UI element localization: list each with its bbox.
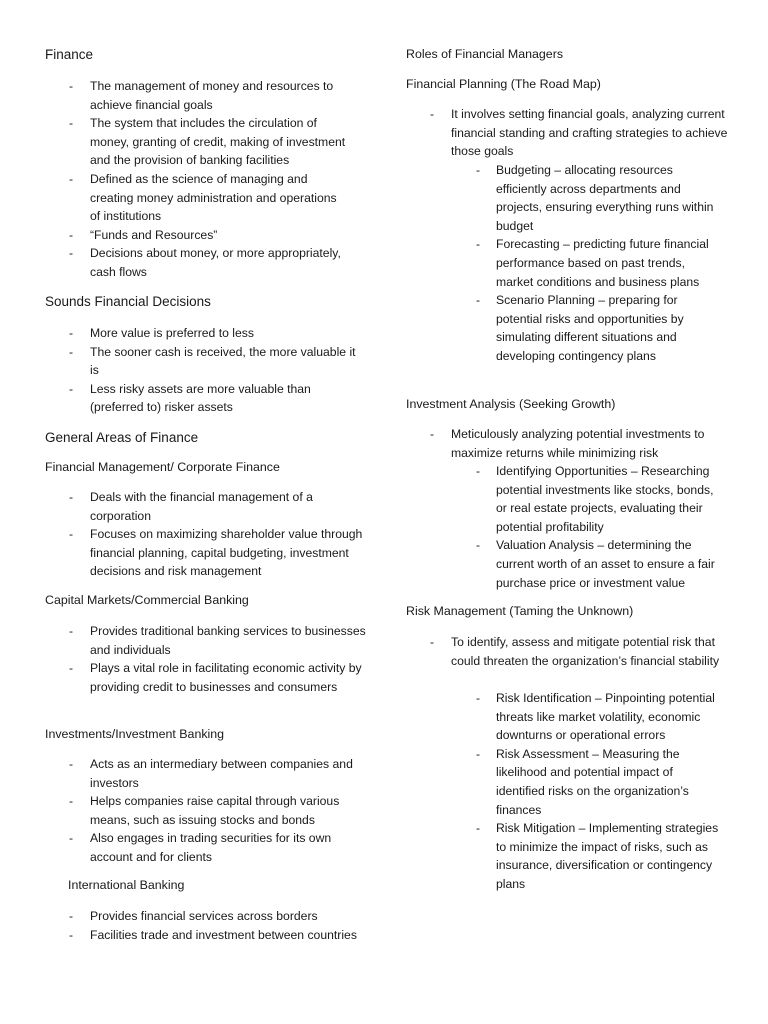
investments-list xyxy=(45,755,363,867)
list-item: - Helps companies raise capital through various means, such as issuing stocks and bonds xyxy=(45,792,363,829)
list-item: - Deals with the financial management of a corporation xyxy=(45,488,363,525)
sub-list-item: - Forecasting – predicting future financial performance based on past trends, market conditions and business plans xyxy=(406,235,724,291)
risk-sublist xyxy=(406,689,724,894)
list-item: - It involves setting financial goals, analyzing current financial standing and crafting strategies to achieve those goals xyxy=(406,105,731,161)
sub-list-item: - Scenario Planning – preparing for potential risks and opportunities by simulating different situations and developing contingency plans xyxy=(406,291,724,365)
planning-sublist xyxy=(406,161,724,366)
list-item: - The management of money and resources to achieve financial goals xyxy=(45,77,350,114)
list-item: - More value is preferred to less xyxy=(45,324,363,343)
planning-list xyxy=(406,105,731,161)
sounds-list xyxy=(45,324,363,417)
list-item: - Meticulously analyzing potential investments to maximize returns while minimizing risk xyxy=(406,425,731,462)
list-item: - The sooner cash is received, the more valuable it is xyxy=(45,343,363,380)
list-item: - Provides traditional banking services to businesses and individuals xyxy=(45,622,367,659)
list-item: - “Funds and Resources” xyxy=(45,226,350,245)
list-item: - Focuses on maximizing shareholder value through financial planning, capital budgeting, investment decisions and risk management xyxy=(45,525,363,581)
heading-finance: Finance xyxy=(45,47,94,62)
heading-international-banking: International Banking xyxy=(68,878,185,892)
heading-risk-management: Risk Management (Taming the Unknown) xyxy=(406,604,634,618)
list-item: - Provides financial services across borders xyxy=(45,907,363,926)
risk-list xyxy=(406,633,731,670)
sub-list-item: - Budgeting – allocating resources efficiently across departments and projects, ensuring everything runs within budget xyxy=(406,161,724,235)
heading-general-areas: General Areas of Finance xyxy=(45,430,199,445)
list-item: - Less risky assets are more valuable than (preferred to) risker assets xyxy=(45,380,363,417)
list-item: - The system that includes the circulation of money, granting of credit, making of investment and the provision of banking facilities xyxy=(45,114,350,170)
heading-investment-analysis: Investment Analysis (Seeking Growth) xyxy=(406,397,616,411)
list-item: - Defined as the science of managing and creating money administration and operations of institutions xyxy=(45,170,350,226)
international-list xyxy=(45,907,363,944)
list-item: - Facilities trade and investment between countries xyxy=(45,926,363,945)
heading-investments: Investments/Investment Banking xyxy=(45,727,225,741)
capital-list xyxy=(45,622,367,696)
list-item: - Plays a vital role in facilitating economic activity by providing credit to businesses and consumers xyxy=(45,659,367,696)
list-item: - Also engages in trading securities for its own account and for clients xyxy=(45,829,363,866)
heading-capital-markets: Capital Markets/Commercial Banking xyxy=(45,593,249,607)
sub-list-item: - Valuation Analysis – determining the current worth of an asset to ensure a fair purchase price or investment value xyxy=(406,536,724,592)
investment-sublist xyxy=(406,462,724,592)
sub-list-item: - Risk Mitigation – Implementing strategies to minimize the impact of risks, such as insurance, diversification or contingency plans xyxy=(406,819,724,893)
finance-list xyxy=(45,77,350,282)
list-item: - Acts as an intermediary between companies and investors xyxy=(45,755,363,792)
heading-sounds-financial-decisions: Sounds Financial Decisions xyxy=(45,294,211,309)
investment-list xyxy=(406,425,731,462)
sub-list-item: - Risk Identification – Pinpointing potential threats like market volatility, economic downturns or operational errors xyxy=(406,689,724,745)
heading-financial-planning: Financial Planning (The Road Map) xyxy=(406,77,601,91)
sub-list-item: - Identifying Opportunities – Researching potential investments like stocks, bonds, or real estate projects, evaluating their potential profitability xyxy=(406,462,724,536)
sub-list-item: - Risk Assessment – Measuring the likelihood and potential impact of identified risks on the organization’s finances xyxy=(406,745,724,819)
heading-corporate-finance: Financial Management/ Corporate Finance xyxy=(45,460,280,474)
list-item: - To identify, assess and mitigate potential risk that could threaten the organization’s financial stability xyxy=(406,633,731,670)
list-item: - Decisions about money, or more appropriately, cash flows xyxy=(45,244,350,281)
heading-roles: Roles of Financial Managers xyxy=(406,47,564,61)
corporate-list xyxy=(45,488,363,581)
